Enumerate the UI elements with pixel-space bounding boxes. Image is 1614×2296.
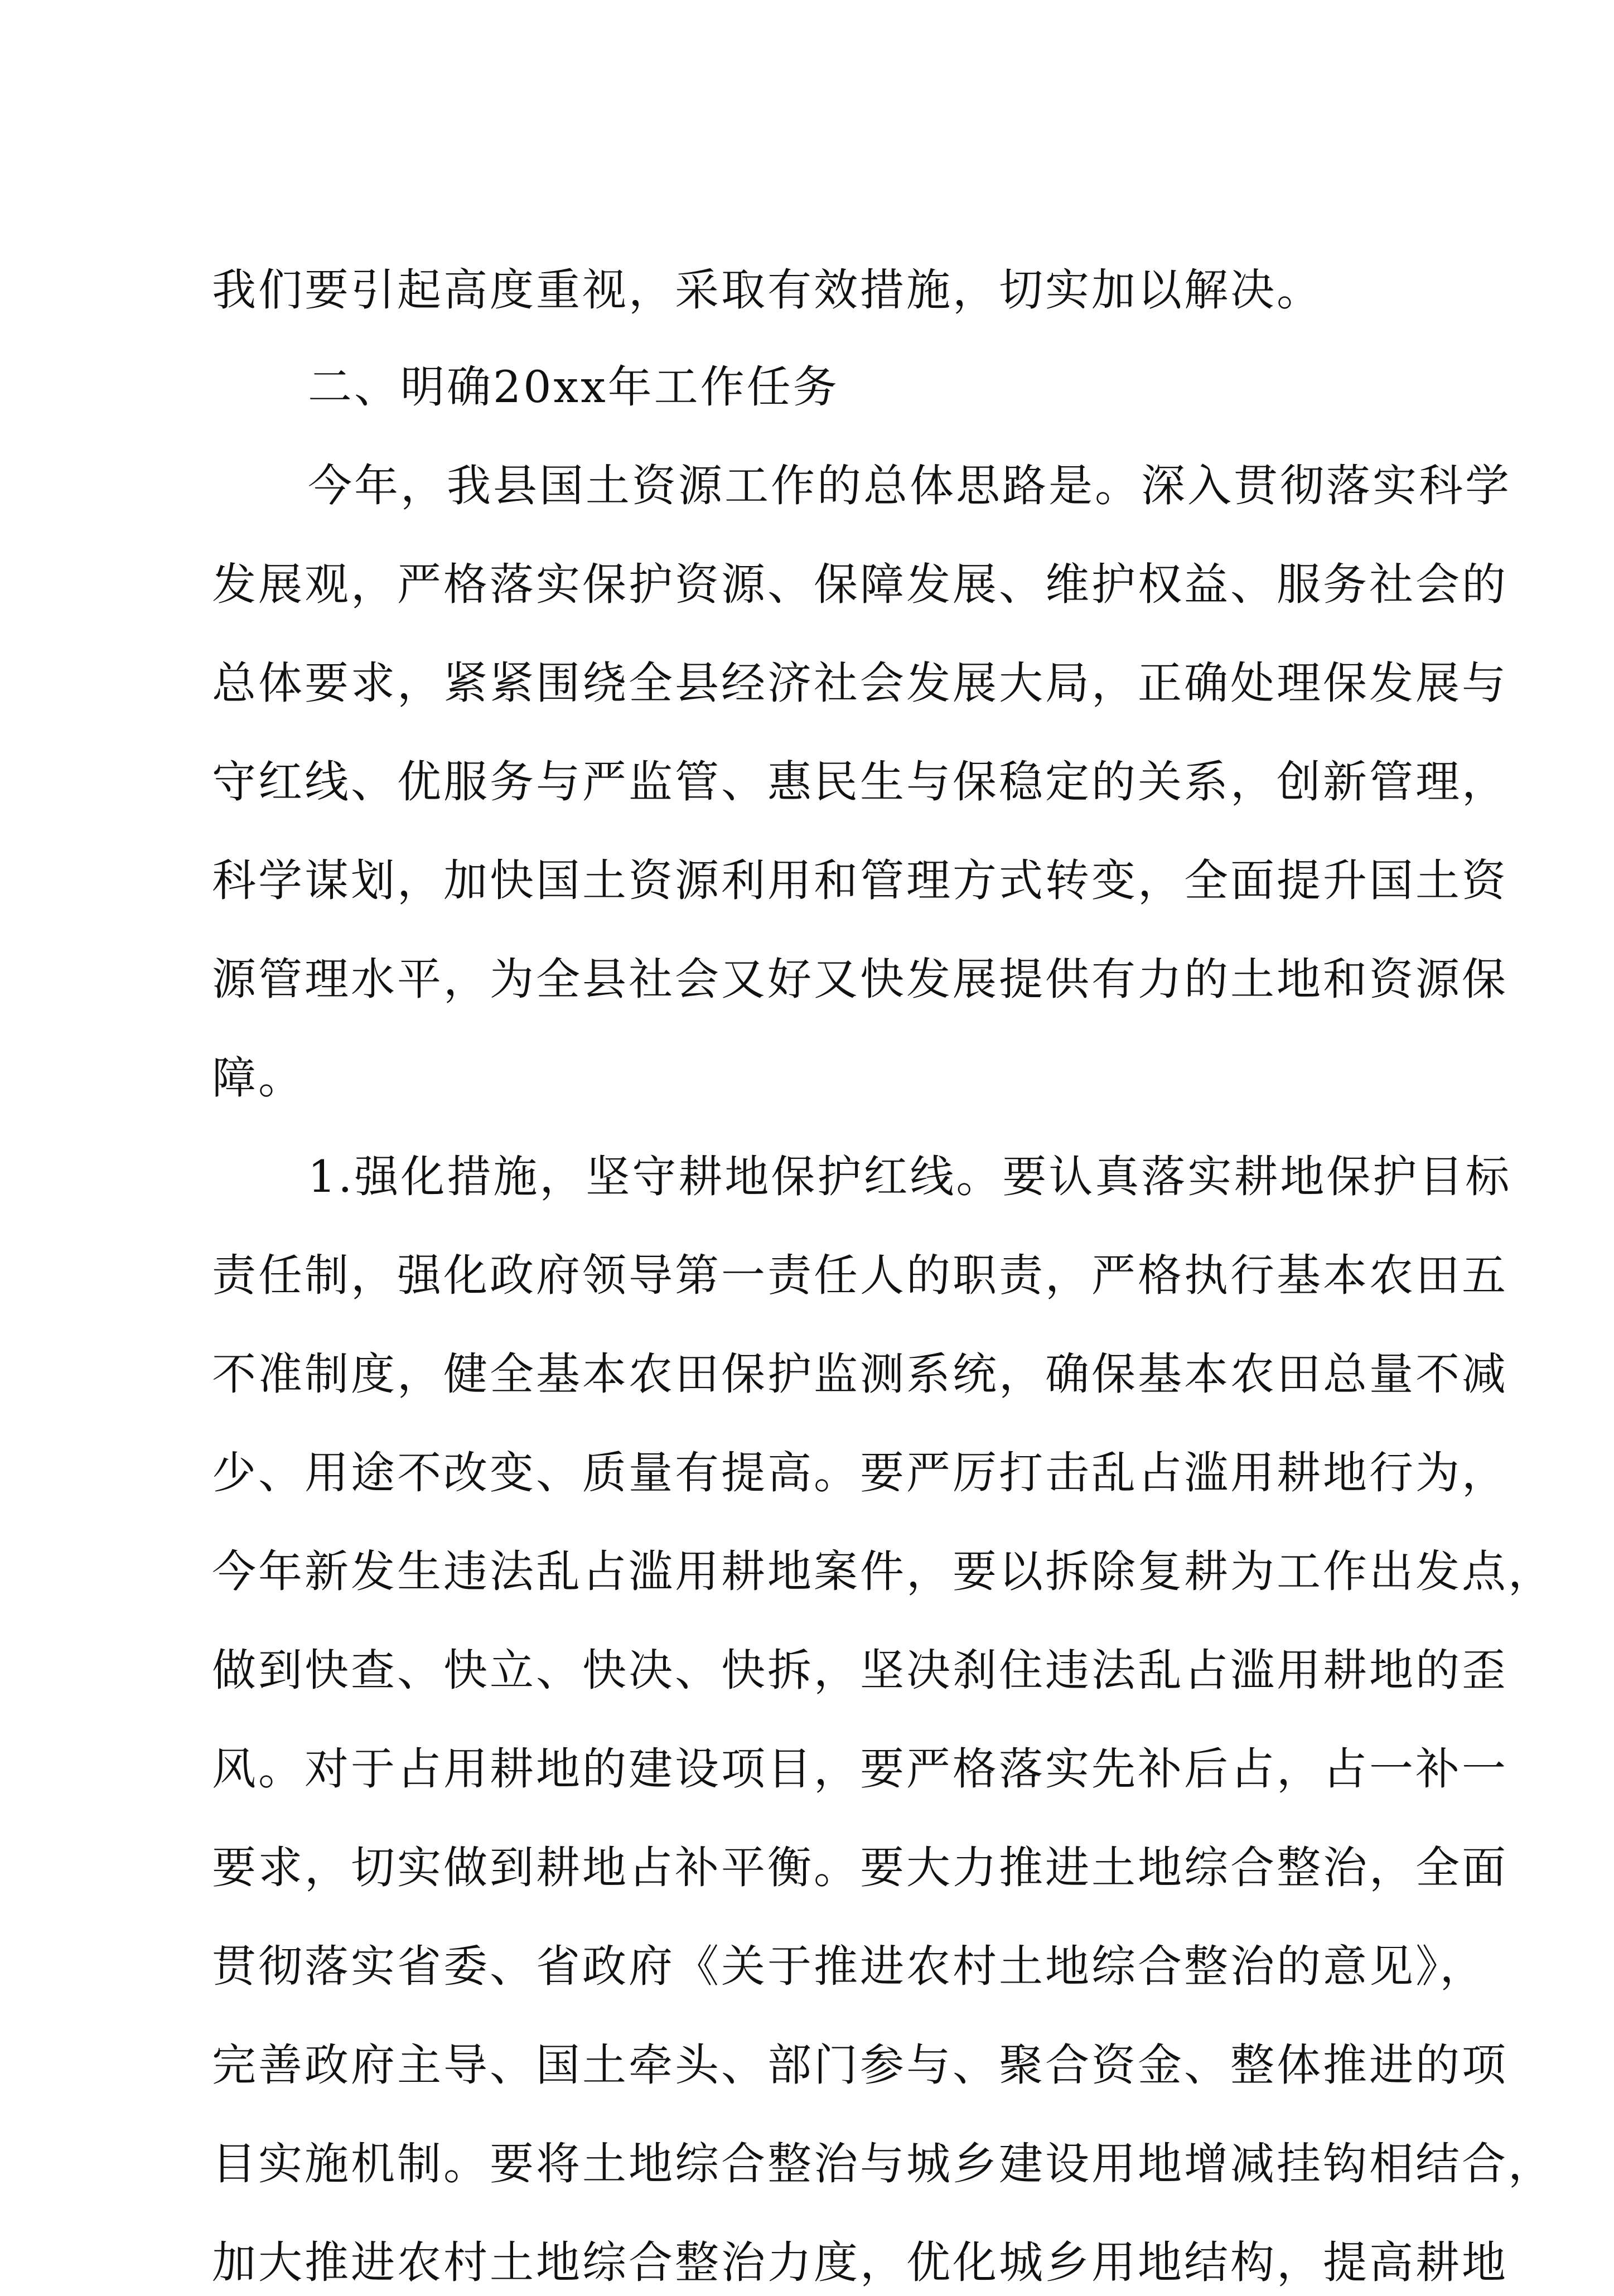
text-line: 总体要求，紧紧围绕全县经济社会发展大局，正确处理保发展与	[212, 658, 1508, 709]
text-line: 贯彻落实省委、省政府《关于推进农村土地综合整治的意见》，	[212, 1941, 1486, 1992]
text-line: 今年新发生违法乱占滥用耕地案件，要以拆除复耕为工作出发点，	[212, 1546, 1554, 1597]
text-line: 源管理水平，为全县社会又好又快发展提供有力的土地和资源保	[212, 954, 1508, 1005]
text-line: 科学谋划，加快国土资源利用和管理方式转变，全面提升国土资	[212, 855, 1508, 906]
text-line: 守红线、优服务与严监管、惠民生与保稳定的关系，创新管理，	[212, 756, 1508, 808]
text-line: 责任制，强化政府领导第一责任人的职责，严格执行基本农田五	[212, 1250, 1508, 1301]
text-line: 加大推进农村土地综合整治力度，优化城乡用地结构，提高耕地	[212, 2237, 1508, 2288]
text-line: 少、用途不改变、质量有提高。要严厉打击乱占滥用耕地行为，	[212, 1447, 1508, 1499]
section-heading: 二、明确20xx年工作任务	[308, 361, 839, 413]
paragraph-first-line: 1.强化措施，坚守耕地保护红线。要认真落实耕地保护目标	[308, 1151, 1512, 1202]
text-line: 风。对于占用耕地的建设项目，要严格落实先补后占，占一补一	[212, 1743, 1508, 1795]
text-line: 不准制度，健全基本农田保护监测系统，确保基本农田总量不减	[212, 1348, 1508, 1400]
text-line: 障。	[212, 1052, 305, 1104]
text-line: 做到快查、快立、快决、快拆，坚决刹住违法乱占滥用耕地的歪	[212, 1645, 1508, 1696]
text-line: 完善政府主导、国土牵头、部门参与、聚合资金、整体推进的项	[212, 2039, 1508, 2091]
paragraph-first-line: 今年，我县国土资源工作的总体思路是。深入贯彻落实科学	[308, 460, 1511, 511]
text-line: 我们要引起高度重视，采取有效措施，切实加以解决。	[212, 264, 1323, 316]
text-line: 要求，切实做到耕地占补平衡。要大力推进土地综合整治，全面	[212, 1842, 1508, 1893]
text-line: 目实施机制。要将土地综合整治与城乡建设用地增减挂钩相结合，	[212, 2138, 1554, 2189]
text-line: 发展观，严格落实保护资源、保障发展、维护权益、服务社会的	[212, 559, 1508, 610]
